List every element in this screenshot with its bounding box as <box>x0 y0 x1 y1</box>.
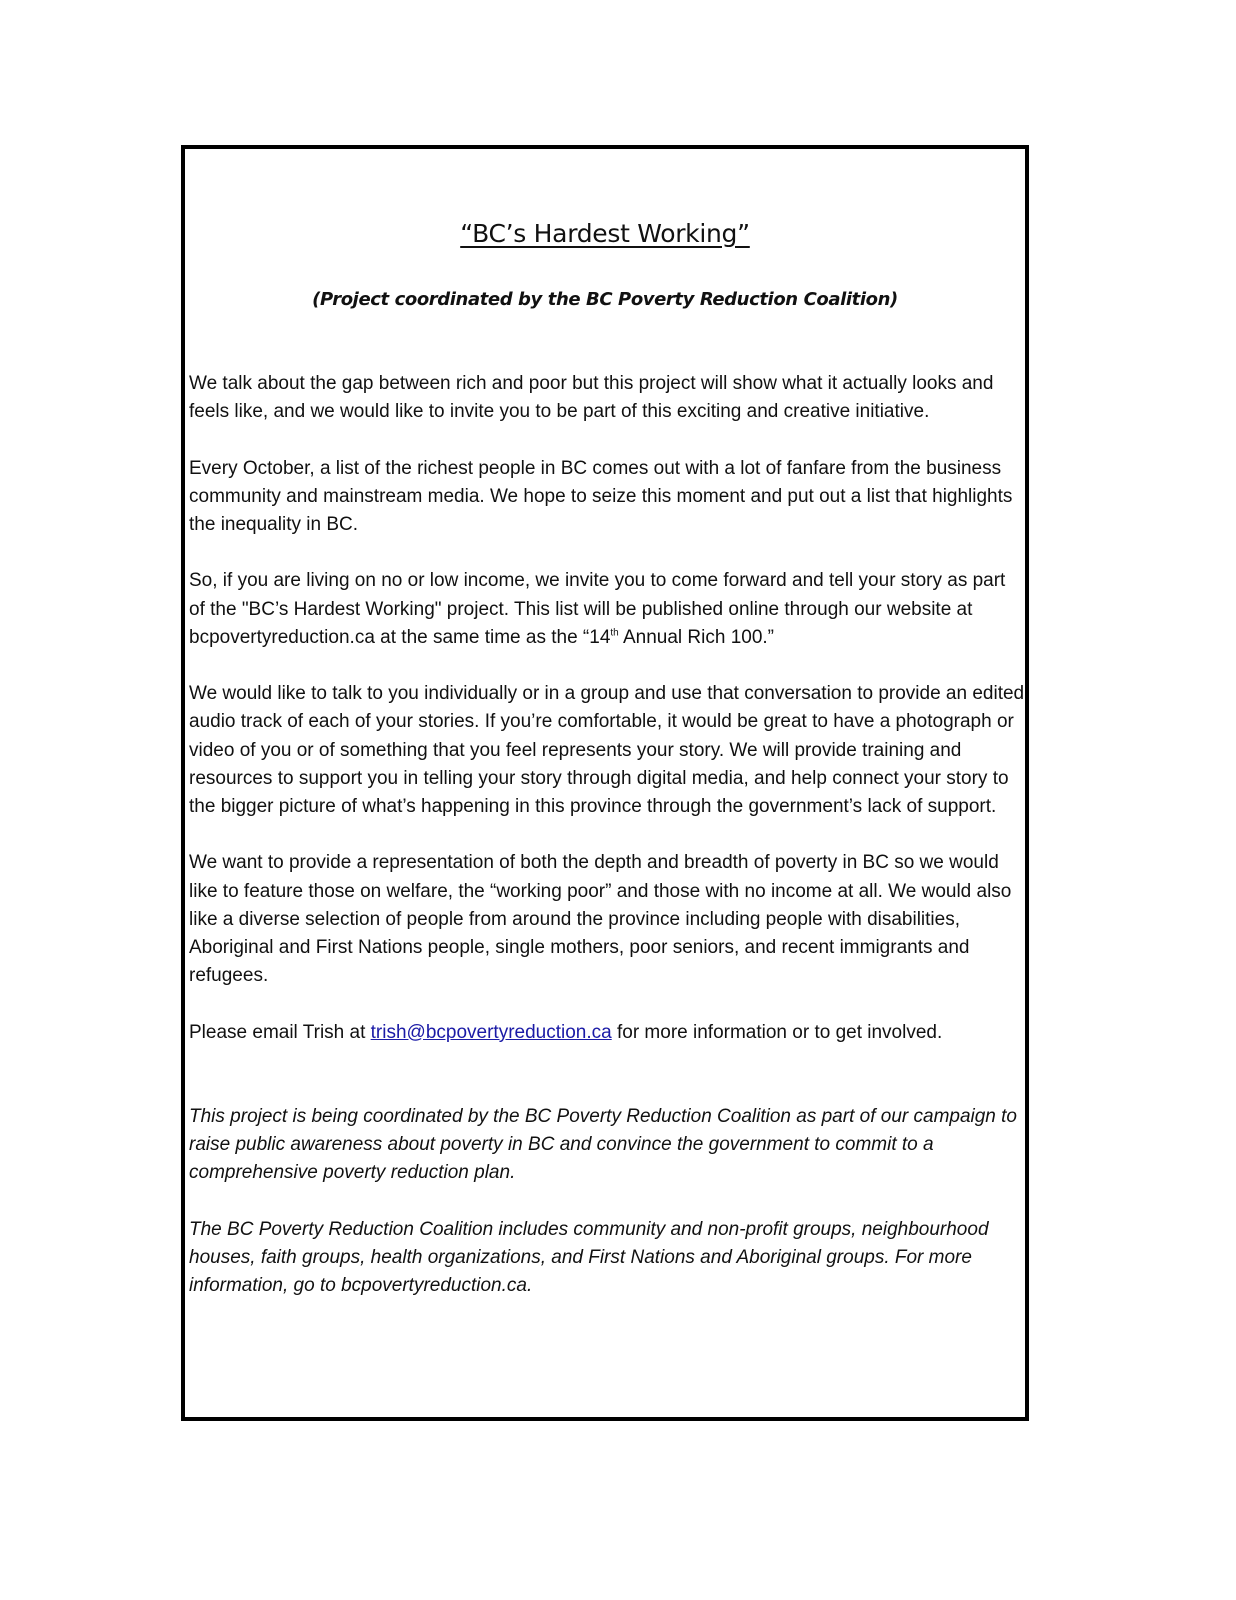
invitation-paragraph <box>189 567 1025 652</box>
ordinal-suffix: th <box>610 627 619 639</box>
coalition-note: The BC Poverty Reduction Coalition includes community and non-profit groups, neighbourhood houses, faith groups, health organizations, and First Nations and Aboriginal groups. For more information, go to bcpovertyreduction.ca. <box>189 1218 989 1296</box>
contact-text: Please email Trish at <box>189 1021 371 1043</box>
coordination-note: This project is being coordinated by the BC Poverty Reduction Coalition as part of our campaign to raise public awareness about poverty in BC and convince the government to commit to a comprehensive poverty reduction plan. <box>189 1105 1018 1184</box>
october-paragraph: Every October, a list of the richest people in BC comes out with a lot of fanfare from the business community and mainstream media. We hope to seize this moment and put out a list that highlights the inequality in BC. <box>189 457 1013 535</box>
invitation-text: So, if you are living on no or low income, we invite you to come forward and tell your story as part of the "BC’s Hardest Working" project. This list will be published online through our website at bcpovertyreduction.ca at the same time as the “14 <box>189 570 1006 648</box>
intro-paragraph: We talk about the gap between rich and poor but this project will show what it actually looks and feels like, and we would like to invite you to be part of this exciting and creative initiative. <box>189 373 994 423</box>
page-title: “BC’s Hardest Working” <box>460 219 750 248</box>
contact-paragraph <box>189 1019 1025 1047</box>
contact-text-end: for more information or to get involved. <box>611 1021 943 1043</box>
email-link[interactable]: trish@bcpovertyreduction.ca <box>370 1021 612 1043</box>
flyer-frame <box>181 145 1029 1421</box>
invitation-text-end: Annual Rich 100.” <box>618 626 774 648</box>
participation-paragraph: We would like to talk to you individually or in a group and use that conversation to provide an edited audio track of each of your stories. If you’re comfortable, it would be great to have a photograph or video of you or of something that you feel represents your story. We will provide training and resources to support you in telling your story through digital media, and help connect your story to the bigger picture of what’s happening in this province through the government’s lack of support. <box>189 683 1025 817</box>
page-subtitle: (Project coordinated by the BC Poverty Reduction Coalition) <box>312 289 898 310</box>
representation-paragraph: We want to provide a representation of both the depth and breadth of poverty in BC so we would like to feature those on welfare, the “working poor” and those with no income at all. We would also like a diverse selection of people from around the province including people with disabilities, Aboriginal and First Nations people, single mothers, poor seniors, and recent immigrants and refugees. <box>189 852 1012 987</box>
flyer-body <box>189 370 1025 1328</box>
